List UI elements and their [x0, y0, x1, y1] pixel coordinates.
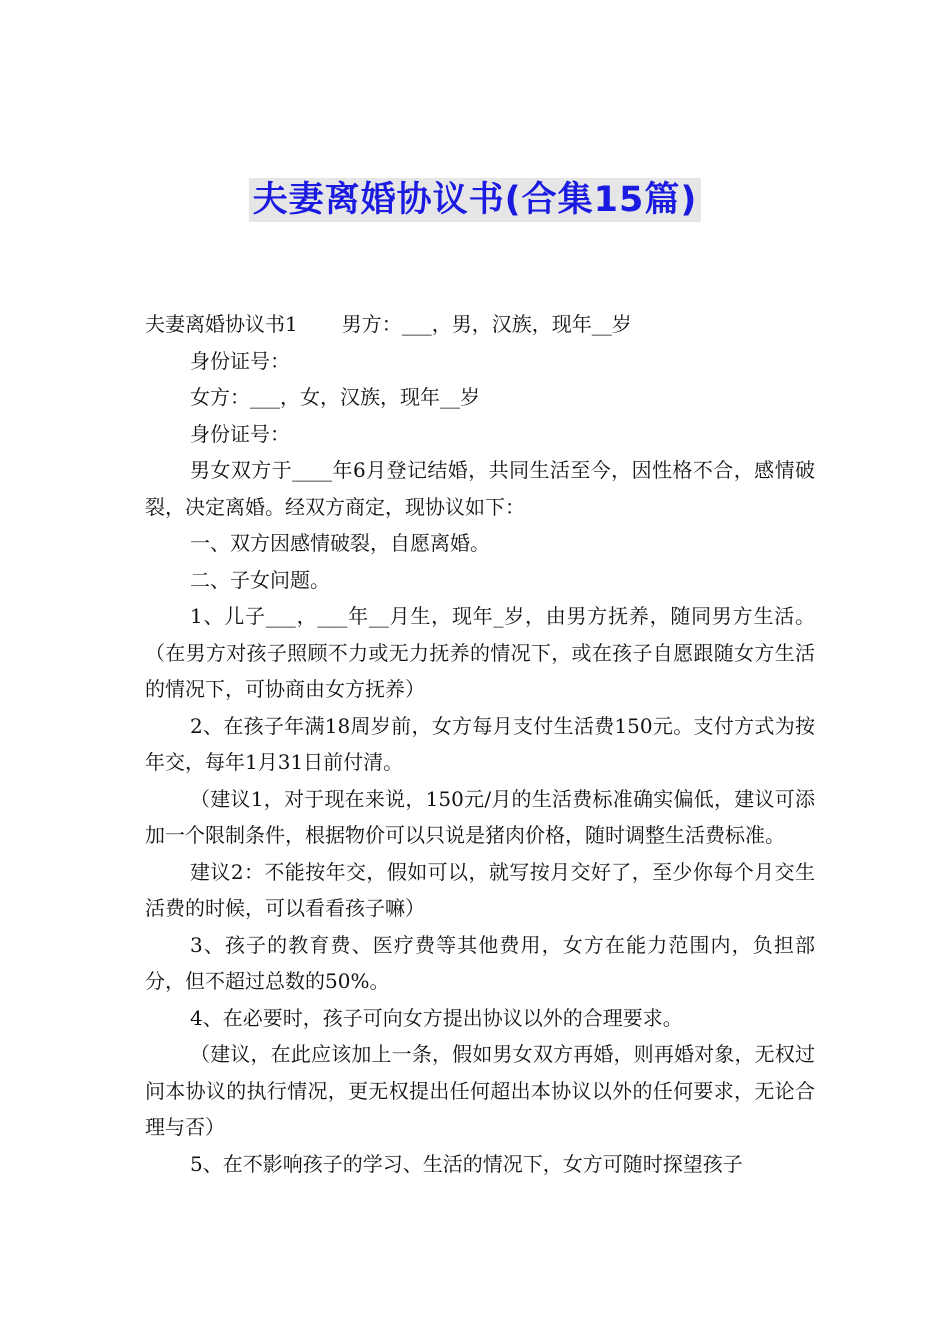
paragraph: 3、孩子的教育费、医疗费等其他费用，女方在能力范围内，负担部分，但不超过总数的50%。	[145, 932, 815, 993]
section-heading: 夫妻离婚协议书1	[145, 312, 298, 336]
document-title: 夫妻离婚协议书(合集15篇)	[249, 178, 702, 222]
paragraph: 二、子女问题。	[190, 567, 330, 592]
title-container	[0, 178, 950, 222]
paragraph: 女方：___，女，汉族，现年__岁	[190, 385, 480, 409]
paragraph: 身份证号：	[190, 421, 290, 446]
document-body	[145, 306, 815, 1182]
paragraph: 5、在不影响孩子的学习、生活的情况下，女方可随时探望孩子	[190, 1151, 743, 1176]
paragraph: 2、在孩子年满18周岁前，女方每月支付生活费150元。支付方式为按年交，每年1月31日前付清。	[145, 713, 815, 774]
paragraph-text: 男方：___，男，汉族，现年__岁	[341, 312, 632, 336]
paragraph: 男女双方于____年6月登记结婚，共同生活至今，因性格不合，感情破裂，决定离婚。经双方商定，现协议如下：	[145, 458, 815, 519]
paragraph: 一、双方因感情破裂，自愿离婚。	[190, 531, 490, 555]
paragraph: （建议1，对于现在来说，150元/月的生活费标准确实偏低，建议可添加一个限制条件，根据物价可以只说是猪肉价格，随时调整生活费标准。	[145, 786, 815, 847]
paragraph: 建议2：不能按年交，假如可以，就写按月交好了，至少你每个月交生活费的时候，可以看看孩子嘛）	[145, 859, 815, 920]
paragraph: 身份证号：	[190, 348, 290, 373]
paragraph: 4、在必要时，孩子可向女方提出协议以外的合理要求。	[190, 1005, 683, 1030]
paragraph: （建议，在此应该加上一条，假如男女双方再婚，则再婚对象，无权过问本协议的执行情况，更无权提出任何超出本协议以外的任何要求，无论合理与否）	[145, 1042, 815, 1139]
paragraph	[145, 306, 815, 343]
paragraph: 1、儿子___，___年__月生，现年_岁，由男方抚养，随同男方生活。（在男方对孩子照顾不力或无力抚养的情况下，或在孩子自愿跟随女方生活的情况下，可协商由女方抚养）	[145, 604, 815, 701]
